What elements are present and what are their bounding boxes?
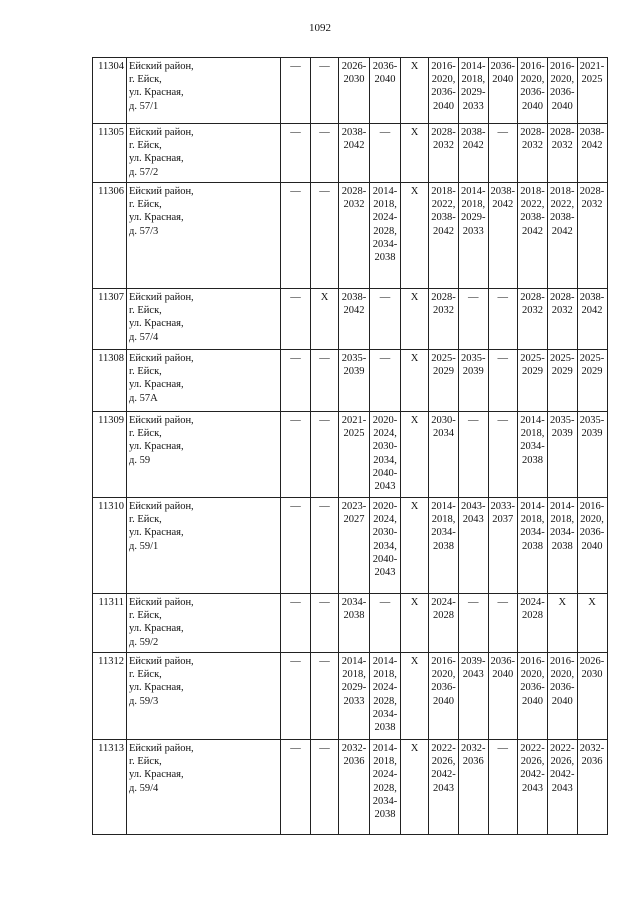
- table-cell: X: [401, 653, 429, 740]
- table-cell: 2035- 2039: [459, 350, 489, 412]
- table-cell: 2024- 2028: [429, 594, 459, 653]
- table-cell: —: [281, 740, 311, 835]
- table-cell: —: [281, 183, 311, 289]
- table-cell: 2035- 2039: [339, 350, 370, 412]
- table-cell: —: [370, 124, 401, 183]
- table-cell: X: [401, 124, 429, 183]
- table-cell: 2035- 2039: [548, 412, 578, 498]
- table-cell: 2039- 2043: [459, 653, 489, 740]
- table-cell: —: [281, 498, 311, 594]
- table-cell: —: [281, 412, 311, 498]
- table-cell: 2032- 2036: [459, 740, 489, 835]
- table-cell: 2028- 2032: [548, 124, 578, 183]
- row-id: 11313: [93, 740, 127, 835]
- table-cell: X: [401, 350, 429, 412]
- table-cell: 2038- 2042: [339, 289, 370, 350]
- table-cell: 2020- 2024, 2030- 2034, 2040- 2043: [370, 498, 401, 594]
- row-id: 11311: [93, 594, 127, 653]
- row-id: 11307: [93, 289, 127, 350]
- row-address: Ейский район, г. Ейск, ул. Красная, д. 57А: [127, 350, 281, 412]
- table-cell: —: [459, 594, 489, 653]
- row-address: Ейский район, г. Ейск, ул. Красная, д. 57/1: [127, 58, 281, 124]
- table-cell: 2028- 2032: [429, 124, 459, 183]
- table-cell: 2025- 2029: [577, 350, 607, 412]
- table-cell: —: [311, 183, 339, 289]
- table-cell: 2014- 2018, 2029- 2033: [339, 653, 370, 740]
- table-cell: 2030- 2034: [429, 412, 459, 498]
- table-row: [93, 498, 608, 594]
- table-cell: 2020- 2024, 2030- 2034, 2040- 2043: [370, 412, 401, 498]
- table-cell: —: [281, 350, 311, 412]
- row-address: Ейский район, г. Ейск, ул. Красная, д. 59/4: [127, 740, 281, 835]
- table-cell: —: [311, 498, 339, 594]
- table-cell: X: [401, 289, 429, 350]
- table-cell: 2016- 2020, 2036- 2040: [518, 58, 548, 124]
- row-id: 11305: [93, 124, 127, 183]
- table-cell: X: [401, 594, 429, 653]
- table-cell: 2014- 2018, 2024- 2028, 2034- 2038: [370, 740, 401, 835]
- table-cell: 2036- 2040: [488, 58, 518, 124]
- table-cell: 2018- 2022, 2038- 2042: [429, 183, 459, 289]
- table-cell: 2016- 2020, 2036- 2040: [577, 498, 607, 594]
- table-cell: —: [459, 412, 489, 498]
- row-id: 11304: [93, 58, 127, 124]
- table-cell: 2016- 2020, 2036- 2040: [518, 653, 548, 740]
- table-cell: —: [281, 594, 311, 653]
- table-cell: 2014- 2018, 2034- 2038: [518, 412, 548, 498]
- table-cell: 2038- 2042: [577, 289, 607, 350]
- table-cell: 2016- 2020, 2036- 2040: [548, 653, 578, 740]
- row-address: Ейский район, г. Ейск, ул. Красная, д. 59/1: [127, 498, 281, 594]
- page-number: 1092: [309, 22, 331, 34]
- table-cell: 2023- 2027: [339, 498, 370, 594]
- table-cell: —: [488, 350, 518, 412]
- table-row: [93, 289, 608, 350]
- table-cell: —: [370, 594, 401, 653]
- table-row: [93, 653, 608, 740]
- table-cell: —: [488, 124, 518, 183]
- row-id: 11306: [93, 183, 127, 289]
- table-cell: 2016- 2020, 2036- 2040: [548, 58, 578, 124]
- table-cell: 2014- 2018, 2034- 2038: [548, 498, 578, 594]
- table-cell: 2018- 2022, 2038- 2042: [518, 183, 548, 289]
- table-row: [93, 594, 608, 653]
- table-cell: —: [311, 58, 339, 124]
- table-row: [93, 183, 608, 289]
- table-cell: 2022- 2026, 2042- 2043: [429, 740, 459, 835]
- table-cell: 2021- 2025: [339, 412, 370, 498]
- table-cell: —: [311, 653, 339, 740]
- table-cell: 2021- 2025: [577, 58, 607, 124]
- table-cell: 2024- 2028: [518, 594, 548, 653]
- table-cell: 2014- 2018, 2024- 2028, 2034- 2038: [370, 653, 401, 740]
- table-cell: —: [311, 124, 339, 183]
- table-cell: 2043- 2043: [459, 498, 489, 594]
- table-cell: —: [488, 740, 518, 835]
- table-cell: —: [311, 740, 339, 835]
- table-cell: 2026- 2030: [577, 653, 607, 740]
- table-cell: 2038- 2042: [459, 124, 489, 183]
- table-cell: 2033- 2037: [488, 498, 518, 594]
- table-cell: —: [281, 58, 311, 124]
- table-row: [93, 350, 608, 412]
- table-cell: —: [311, 350, 339, 412]
- table-cell: 2014- 2018, 2029- 2033: [459, 58, 489, 124]
- table-cell: 2026- 2030: [339, 58, 370, 124]
- row-id: 11309: [93, 412, 127, 498]
- table-cell: 2035- 2039: [577, 412, 607, 498]
- row-address: Ейский район, г. Ейск, ул. Красная, д. 59: [127, 412, 281, 498]
- table-cell: 2014- 2018, 2034- 2038: [429, 498, 459, 594]
- table-cell: 2028- 2032: [577, 183, 607, 289]
- table-cell: 2018- 2022, 2038- 2042: [548, 183, 578, 289]
- table-cell: 2014- 2018, 2034- 2038: [518, 498, 548, 594]
- table-cell: 2022- 2026, 2042- 2043: [548, 740, 578, 835]
- table-cell: 2014- 2018, 2024- 2028, 2034- 2038: [370, 183, 401, 289]
- table-cell: —: [488, 412, 518, 498]
- table-cell: 2036- 2040: [488, 653, 518, 740]
- table-cell: 2025- 2029: [518, 350, 548, 412]
- table-cell: —: [370, 289, 401, 350]
- table-cell: 2038- 2042: [577, 124, 607, 183]
- row-id: 11308: [93, 350, 127, 412]
- row-address: Ейский район, г. Ейск, ул. Красная, д. 57/4: [127, 289, 281, 350]
- table-cell: 2038- 2042: [339, 124, 370, 183]
- table-cell: X: [401, 412, 429, 498]
- table-cell: 2025- 2029: [429, 350, 459, 412]
- table-cell: 2032- 2036: [339, 740, 370, 835]
- table-row: [93, 740, 608, 835]
- table-cell: —: [459, 289, 489, 350]
- table-row: [93, 124, 608, 183]
- table-cell: X: [401, 183, 429, 289]
- table-cell: —: [281, 289, 311, 350]
- table-cell: X: [401, 740, 429, 835]
- table-cell: —: [488, 289, 518, 350]
- table-cell: —: [311, 412, 339, 498]
- table-cell: X: [401, 498, 429, 594]
- table-cell: 2034- 2038: [339, 594, 370, 653]
- table-cell: 2028- 2032: [518, 289, 548, 350]
- table-cell: 2025- 2029: [548, 350, 578, 412]
- capital-repair-schedule-table: [92, 57, 608, 835]
- row-address: Ейский район, г. Ейск, ул. Красная, д. 59/2: [127, 594, 281, 653]
- table-cell: —: [281, 124, 311, 183]
- table-cell: X: [311, 289, 339, 350]
- table-cell: X: [548, 594, 578, 653]
- table-cell: 2028- 2032: [339, 183, 370, 289]
- table-cell: 2028- 2032: [548, 289, 578, 350]
- row-address: Ейский район, г. Ейск, ул. Красная, д. 59/3: [127, 653, 281, 740]
- table-cell: 2036- 2040: [370, 58, 401, 124]
- row-id: 11312: [93, 653, 127, 740]
- table-body: [93, 58, 608, 835]
- table-row: [93, 58, 608, 124]
- table-cell: X: [577, 594, 607, 653]
- table-cell: 2032- 2036: [577, 740, 607, 835]
- table-cell: 2016- 2020, 2036- 2040: [429, 653, 459, 740]
- table-cell: 2016- 2020, 2036- 2040: [429, 58, 459, 124]
- table-cell: 2028- 2032: [429, 289, 459, 350]
- table-cell: —: [488, 594, 518, 653]
- table-cell: —: [370, 350, 401, 412]
- table-cell: —: [281, 653, 311, 740]
- table-cell: 2028- 2032: [518, 124, 548, 183]
- table-cell: X: [401, 58, 429, 124]
- row-address: Ейский район, г. Ейск, ул. Красная, д. 57/2: [127, 124, 281, 183]
- table-cell: 2014- 2018, 2029- 2033: [459, 183, 489, 289]
- table-cell: 2038- 2042: [488, 183, 518, 289]
- row-address: Ейский район, г. Ейск, ул. Красная, д. 57/3: [127, 183, 281, 289]
- table-cell: 2022- 2026, 2042- 2043: [518, 740, 548, 835]
- row-id: 11310: [93, 498, 127, 594]
- table-cell: —: [311, 594, 339, 653]
- table-row: [93, 412, 608, 498]
